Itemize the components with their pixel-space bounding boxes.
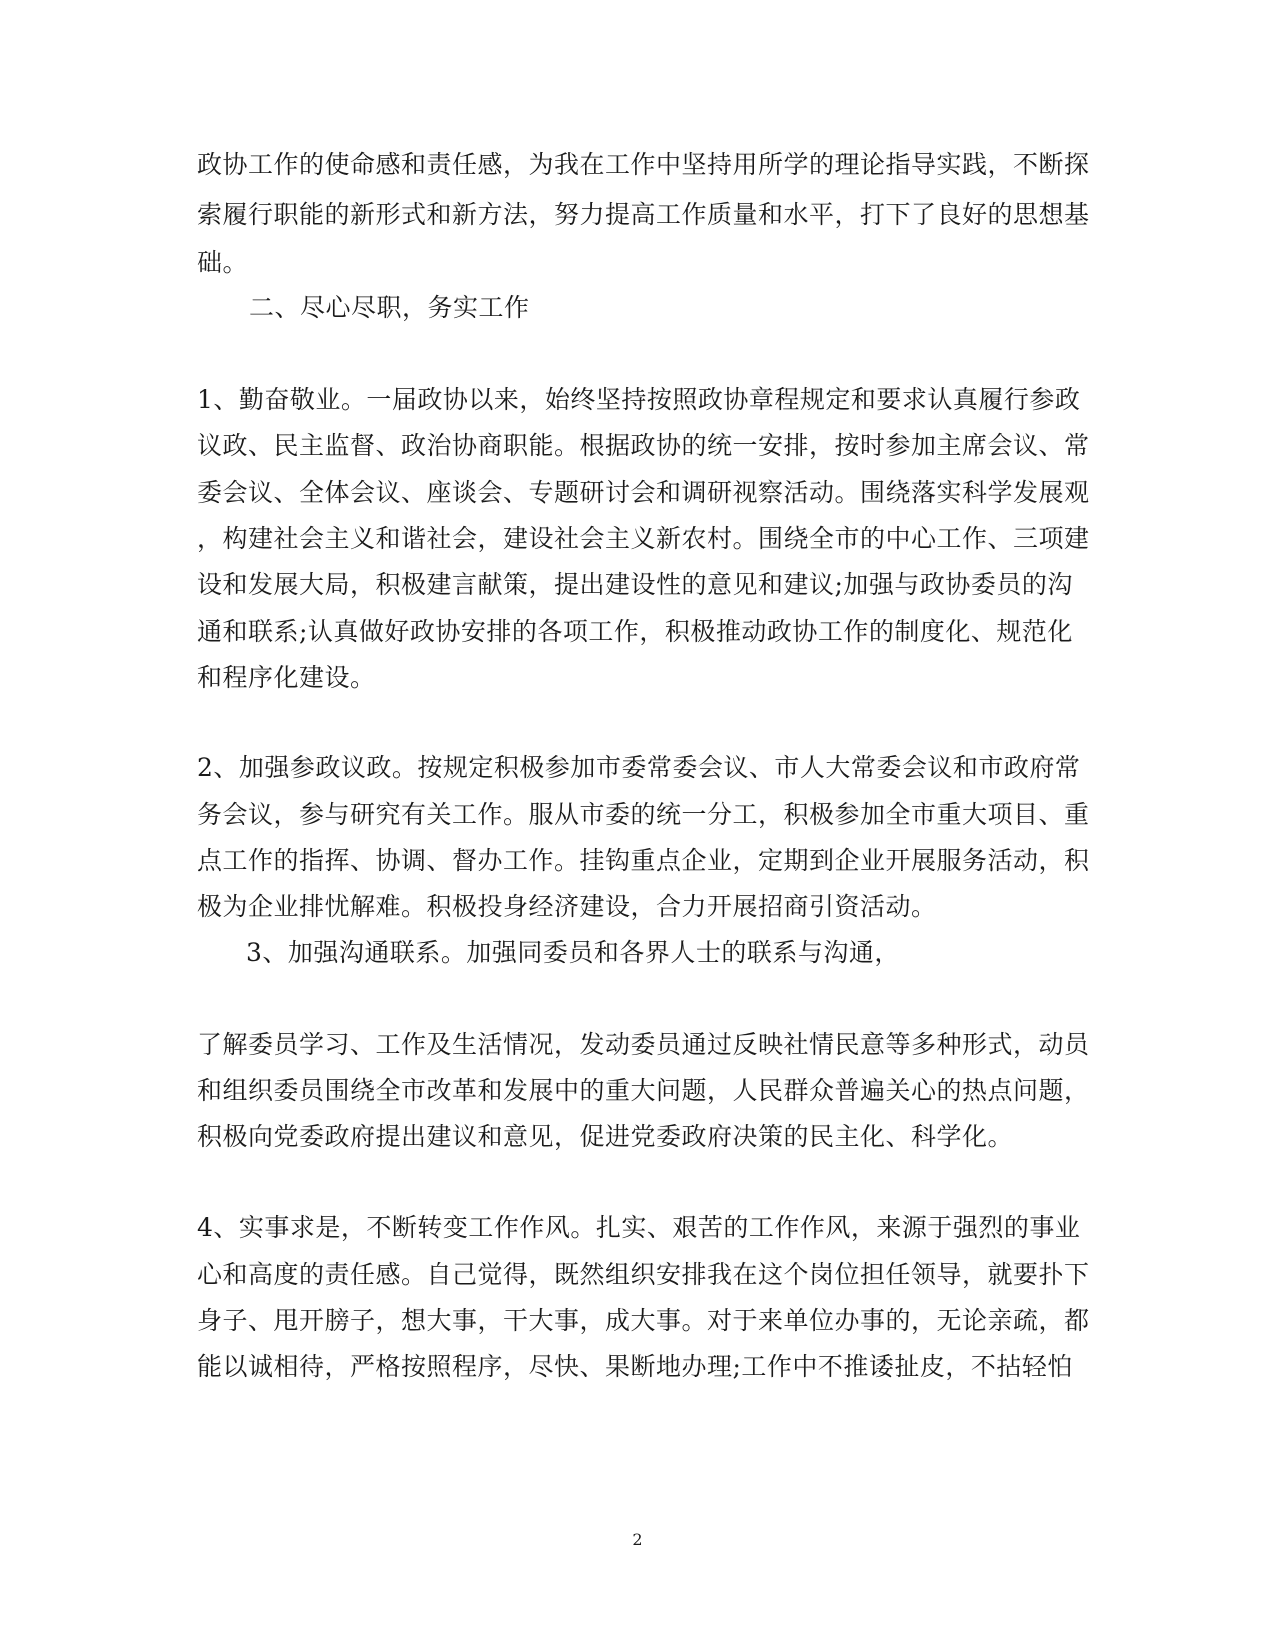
text-line: 委会议、全体会议、座谈会、专题研讨会和调研视察活动。围绕落实科学发展观 xyxy=(197,478,1090,507)
text-line: 心和高度的责任感。自己觉得，既然组织安排我在这个岗位担任领导，就要扑下 xyxy=(197,1260,1090,1289)
text-line: ，构建社会主义和谐社会，建设社会主义新农村。围绕全市的中心工作、三项建 xyxy=(197,524,1090,553)
text-line: 能以诚相待，严格按照程序，尽快、果断地办理;工作中不推诿扯皮，不拈轻怕 xyxy=(197,1352,1073,1381)
text-line: 点工作的指挥、协调、督办工作。挂钩重点企业，定期到企业开展服务活动，积 xyxy=(197,846,1090,875)
text-line: 1、勤奋敬业。一届政协以来，始终坚持按照政协章程规定和要求认真履行参政 xyxy=(197,385,1081,414)
text-line: 索履行职能的新形式和新方法，努力提高工作质量和水平，打下了良好的思想基 xyxy=(197,200,1090,229)
text-line: 2、加强参政议政。按规定积极参加市委常委会议、市人大常委会议和市政府常 xyxy=(197,753,1081,782)
text-line: 身子、甩开膀子，想大事，干大事，成大事。对于来单位办事的，无论亲疏，都 xyxy=(197,1306,1090,1335)
text-line: 政协工作的使命感和责任感，为我在工作中坚持用所学的理论指导实践，不断探 xyxy=(197,150,1090,179)
text-line: 和程序化建设。 xyxy=(197,663,376,692)
page-number: 2 xyxy=(632,1530,643,1549)
text-line: 极为企业排忧解难。积极投身经济建设，合力开展招商引资活动。 xyxy=(197,892,937,921)
text-line: 设和发展大局，积极建言献策，提出建设性的意见和建议;加强与政协委员的沟 xyxy=(197,570,1073,599)
text-line: 3、加强沟通联系。加强同委员和各界人士的联系与沟通， xyxy=(246,938,900,967)
text-line: 积极向党委政府提出建议和意见，促进党委政府决策的民主化、科学化。 xyxy=(197,1122,1014,1151)
text-line: 4、实事求是，不断转变工作作风。扎实、艰苦的工作作风，来源于强烈的事业 xyxy=(197,1213,1081,1242)
text-line: 和组织委员围绕全市改革和发展中的重大问题，人民群众普遍关心的热点问题， xyxy=(197,1076,1090,1105)
text-line: 议政、民主监督、政治协商职能。根据政协的统一安排，按时参加主席会议、常 xyxy=(197,431,1090,460)
section-heading: 二、尽心尽职，务实工作 xyxy=(249,293,530,322)
text-line: 通和联系;认真做好政协安排的各项工作，积极推动政协工作的制度化、规范化 xyxy=(197,617,1073,646)
text-line: 础。 xyxy=(197,248,249,277)
text-line: 务会议，参与研究有关工作。服从市委的统一分工，积极参加全市重大项目、重 xyxy=(197,800,1090,829)
text-line: 了解委员学习、工作及生活情况，发动委员通过反映社情民意等多种形式，动员 xyxy=(197,1030,1090,1059)
